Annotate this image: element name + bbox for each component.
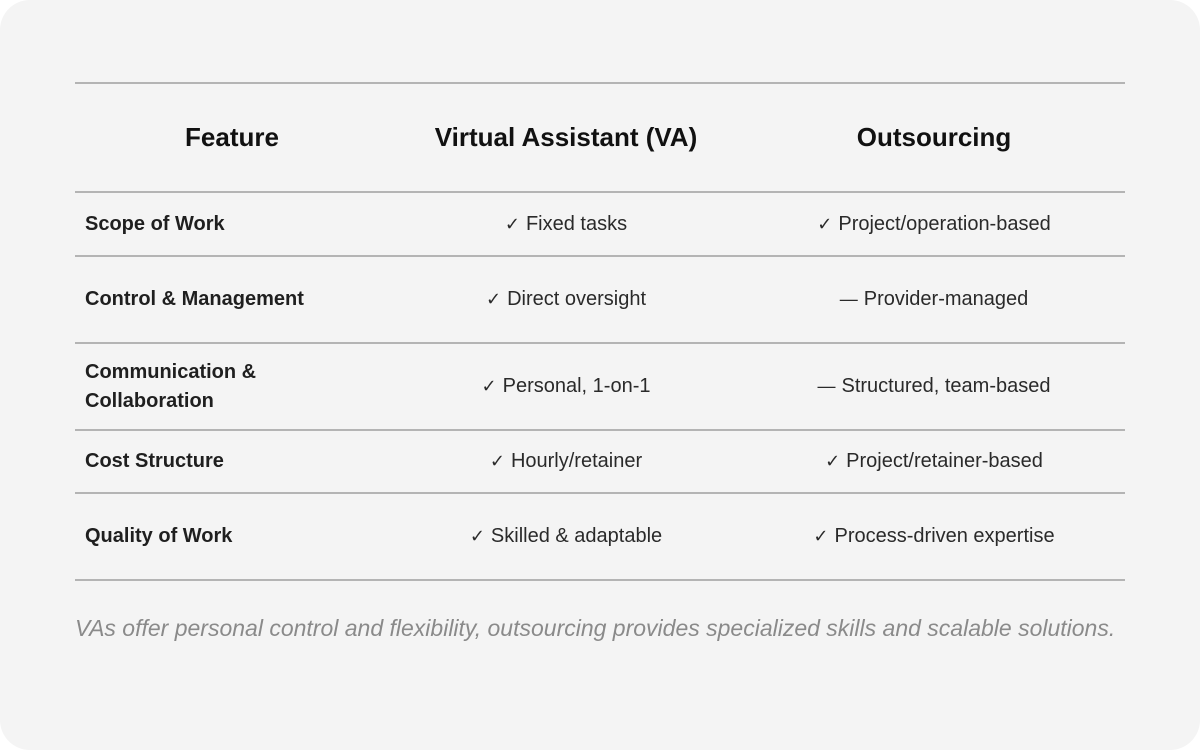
va-value-text: Personal, 1-on-1 <box>502 375 651 397</box>
outsourcing-value <box>743 450 1125 473</box>
feature-label: Cost Structure <box>85 450 224 472</box>
dash-icon: — <box>817 376 836 396</box>
feature-label: Scope of Work <box>85 212 225 235</box>
feature-label: Quality of Work <box>85 525 233 547</box>
check-icon: ✓ <box>489 451 505 471</box>
va-value-text: Direct oversight <box>507 288 647 310</box>
va-value <box>389 288 743 311</box>
va-value <box>389 375 743 398</box>
va-value <box>389 450 743 473</box>
header-feature: Feature <box>185 122 279 152</box>
table-row <box>75 193 1125 257</box>
table-row <box>75 344 1125 431</box>
check-icon: ✓ <box>825 451 841 471</box>
check-icon: ✓ <box>469 526 485 546</box>
va-value <box>389 213 743 236</box>
table-header-row <box>75 84 1125 193</box>
va-value-text: Fixed tasks <box>525 212 628 235</box>
table-row <box>75 494 1125 581</box>
va-value-text: Skilled & adaptable <box>490 525 663 547</box>
outsourcing-value <box>743 525 1125 548</box>
summary-caption: VAs offer personal control and flexibility, outsourcing provides specialized skills and scalable solutions. <box>75 615 1116 641</box>
check-icon: ✓ <box>481 376 497 396</box>
va-value <box>389 525 743 548</box>
outsourcing-value-text: Project/retainer-based <box>846 450 1043 472</box>
comparison-table <box>75 82 1125 581</box>
check-icon: ✓ <box>504 213 520 234</box>
outsourcing-value <box>743 288 1125 311</box>
header-virtual-assistant: Virtual Assistant (VA) <box>434 122 698 152</box>
check-icon: ✓ <box>813 526 829 546</box>
outsourcing-value-text: Provider-managed <box>863 288 1029 310</box>
table-row <box>75 431 1125 494</box>
feature-label: Communication & Collaboration <box>85 360 257 412</box>
outsourcing-value-text: Project/operation-based <box>838 212 1051 235</box>
dash-icon: — <box>839 289 858 309</box>
outsourcing-value-text: Structured, team-based <box>841 375 1051 397</box>
table-row <box>75 257 1125 344</box>
va-value-text: Hourly/retainer <box>510 450 643 472</box>
header-outsourcing: Outsourcing <box>856 122 1012 152</box>
check-icon: ✓ <box>485 289 502 309</box>
check-icon: ✓ <box>817 213 833 234</box>
feature-label: Control & Management <box>85 288 304 310</box>
outsourcing-value <box>743 213 1125 236</box>
outsourcing-value <box>743 375 1125 398</box>
outsourcing-value-text: Process-driven expertise <box>834 525 1055 547</box>
